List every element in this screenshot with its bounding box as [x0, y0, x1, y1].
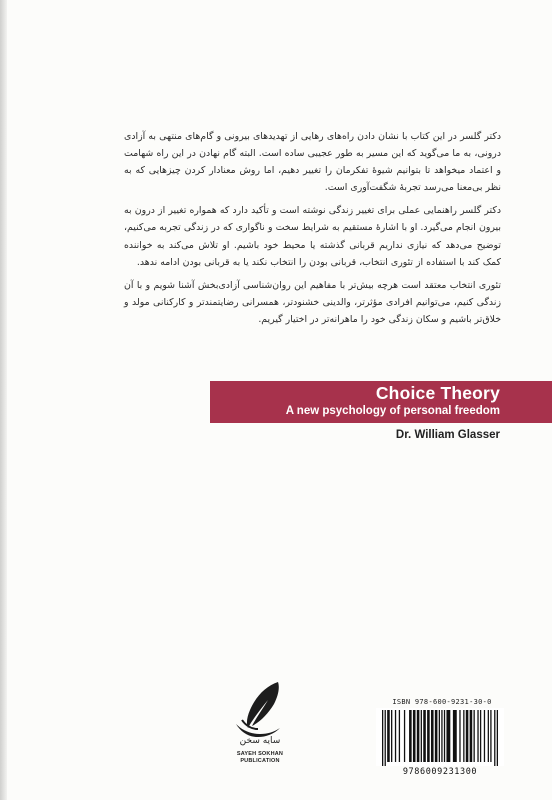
barcode-bar — [459, 710, 460, 762]
isbn-label: ISBN 978-600-9231-30-0 — [392, 698, 492, 706]
barcode-bar — [490, 710, 491, 762]
barcode-bar — [409, 710, 412, 762]
barcode-bar — [494, 710, 495, 766]
barcode-bar — [421, 710, 422, 762]
barcode-bar — [477, 710, 478, 762]
barcode-bar — [435, 710, 438, 762]
barcode-bar — [399, 710, 400, 762]
book-subtitle: A new psychology of personal freedom — [285, 405, 500, 417]
barcode-bar — [417, 710, 420, 762]
publisher-name-en-line2: PUBLICATION — [240, 758, 280, 764]
barcode-bar — [466, 710, 469, 762]
barcode-bar — [439, 710, 440, 762]
back-cover-blurb — [124, 128, 501, 334]
barcode-bar — [497, 710, 498, 766]
barcode-bar — [404, 710, 405, 762]
blurb-paragraph-2: دکتر گلسر راهنمایی عملی برای تغییر زندگی نوشته است و تأکید دارد که همواره تغییر از درون به بیرون انجام می‌گیرد. او با اشارۀ مستقیم به شرایط سخت و ناگواری که در زندگی تجربه می‌کنیم، توضیح می‌دهد که نیازی نداریم قربانی گذشته یا محیط خود باشیم. او تلاش می‌کند به خواننده کمک کند با استفاده از تئوری انتخاب، قربانی بودن را انتخاب نکند یا به قربانی بودن ادامه ندهد. — [124, 205, 501, 268]
barcode-bar — [488, 710, 489, 762]
barcode-bar — [395, 710, 396, 762]
publisher-name-fa: سایه سخن — [239, 736, 281, 746]
barcode-bar — [382, 710, 383, 766]
barcode-bar — [453, 710, 457, 762]
barcode-bar — [387, 710, 390, 762]
barcode-bar — [480, 710, 481, 762]
blurb-paragraph-1: دکتر گلسر در این کتاب با نشان دادن راه‌های رهایی از تهدیدهای بیرونی و گام‌های منتهی به آزادی درونی، به ما می‌گوید که این مسیر به طور عجیبی ساده است. البته گام نهادن در این راه شهامت و اعتماد میخواهد تا بتوانیم شیوۀ تفکرمان را تغییر دهیم، اما روش معنادار کردن چیزهایی که به نظر بی‌معنا می‌رسد تجربۀ شگفت‌آوری است. — [124, 131, 501, 194]
barcode-bar — [463, 710, 464, 762]
barcode-bar — [427, 710, 430, 762]
barcode-bar — [484, 710, 485, 762]
publisher-name-en: SAYEH SOKHAN — [236, 751, 284, 757]
barcode-bar — [474, 710, 475, 762]
barcode-bar — [423, 710, 426, 762]
barcode-bar — [441, 710, 442, 762]
spine-shadow — [0, 0, 7, 800]
isbn-barcode — [376, 708, 504, 766]
barcode-bar — [431, 710, 434, 762]
title-band — [210, 381, 552, 423]
barcode-bar — [385, 710, 386, 766]
book-title: Choice Theory — [375, 383, 500, 403]
barcode-bar — [444, 710, 445, 762]
barcode-bar — [413, 710, 416, 762]
author-name: Dr. William Glasser — [395, 429, 500, 441]
barcode-digits: 9786009231300 — [402, 767, 478, 777]
barcode-bar — [391, 710, 392, 762]
barcode-bar — [470, 710, 473, 762]
quill-feather-icon — [232, 680, 288, 738]
blurb-paragraph-3: تئوری انتخاب معتقد است هرچه بیش‌تر با مفاهیم این روان‌شناسی آزادی‌بخش آشنا شویم و با آن زندگی کنیم، می‌توانیم افرادی مؤثرتر، والدینی خشنودتر، همسرانی رضایتمندتر و کارکنانی مولد و خلاق‌تر باشیم و سکان زندگی خود را ماهرانه‌تر در اختیار گیریم. — [124, 279, 501, 325]
barcode-bar — [446, 710, 450, 762]
publisher-logo — [222, 680, 298, 782]
